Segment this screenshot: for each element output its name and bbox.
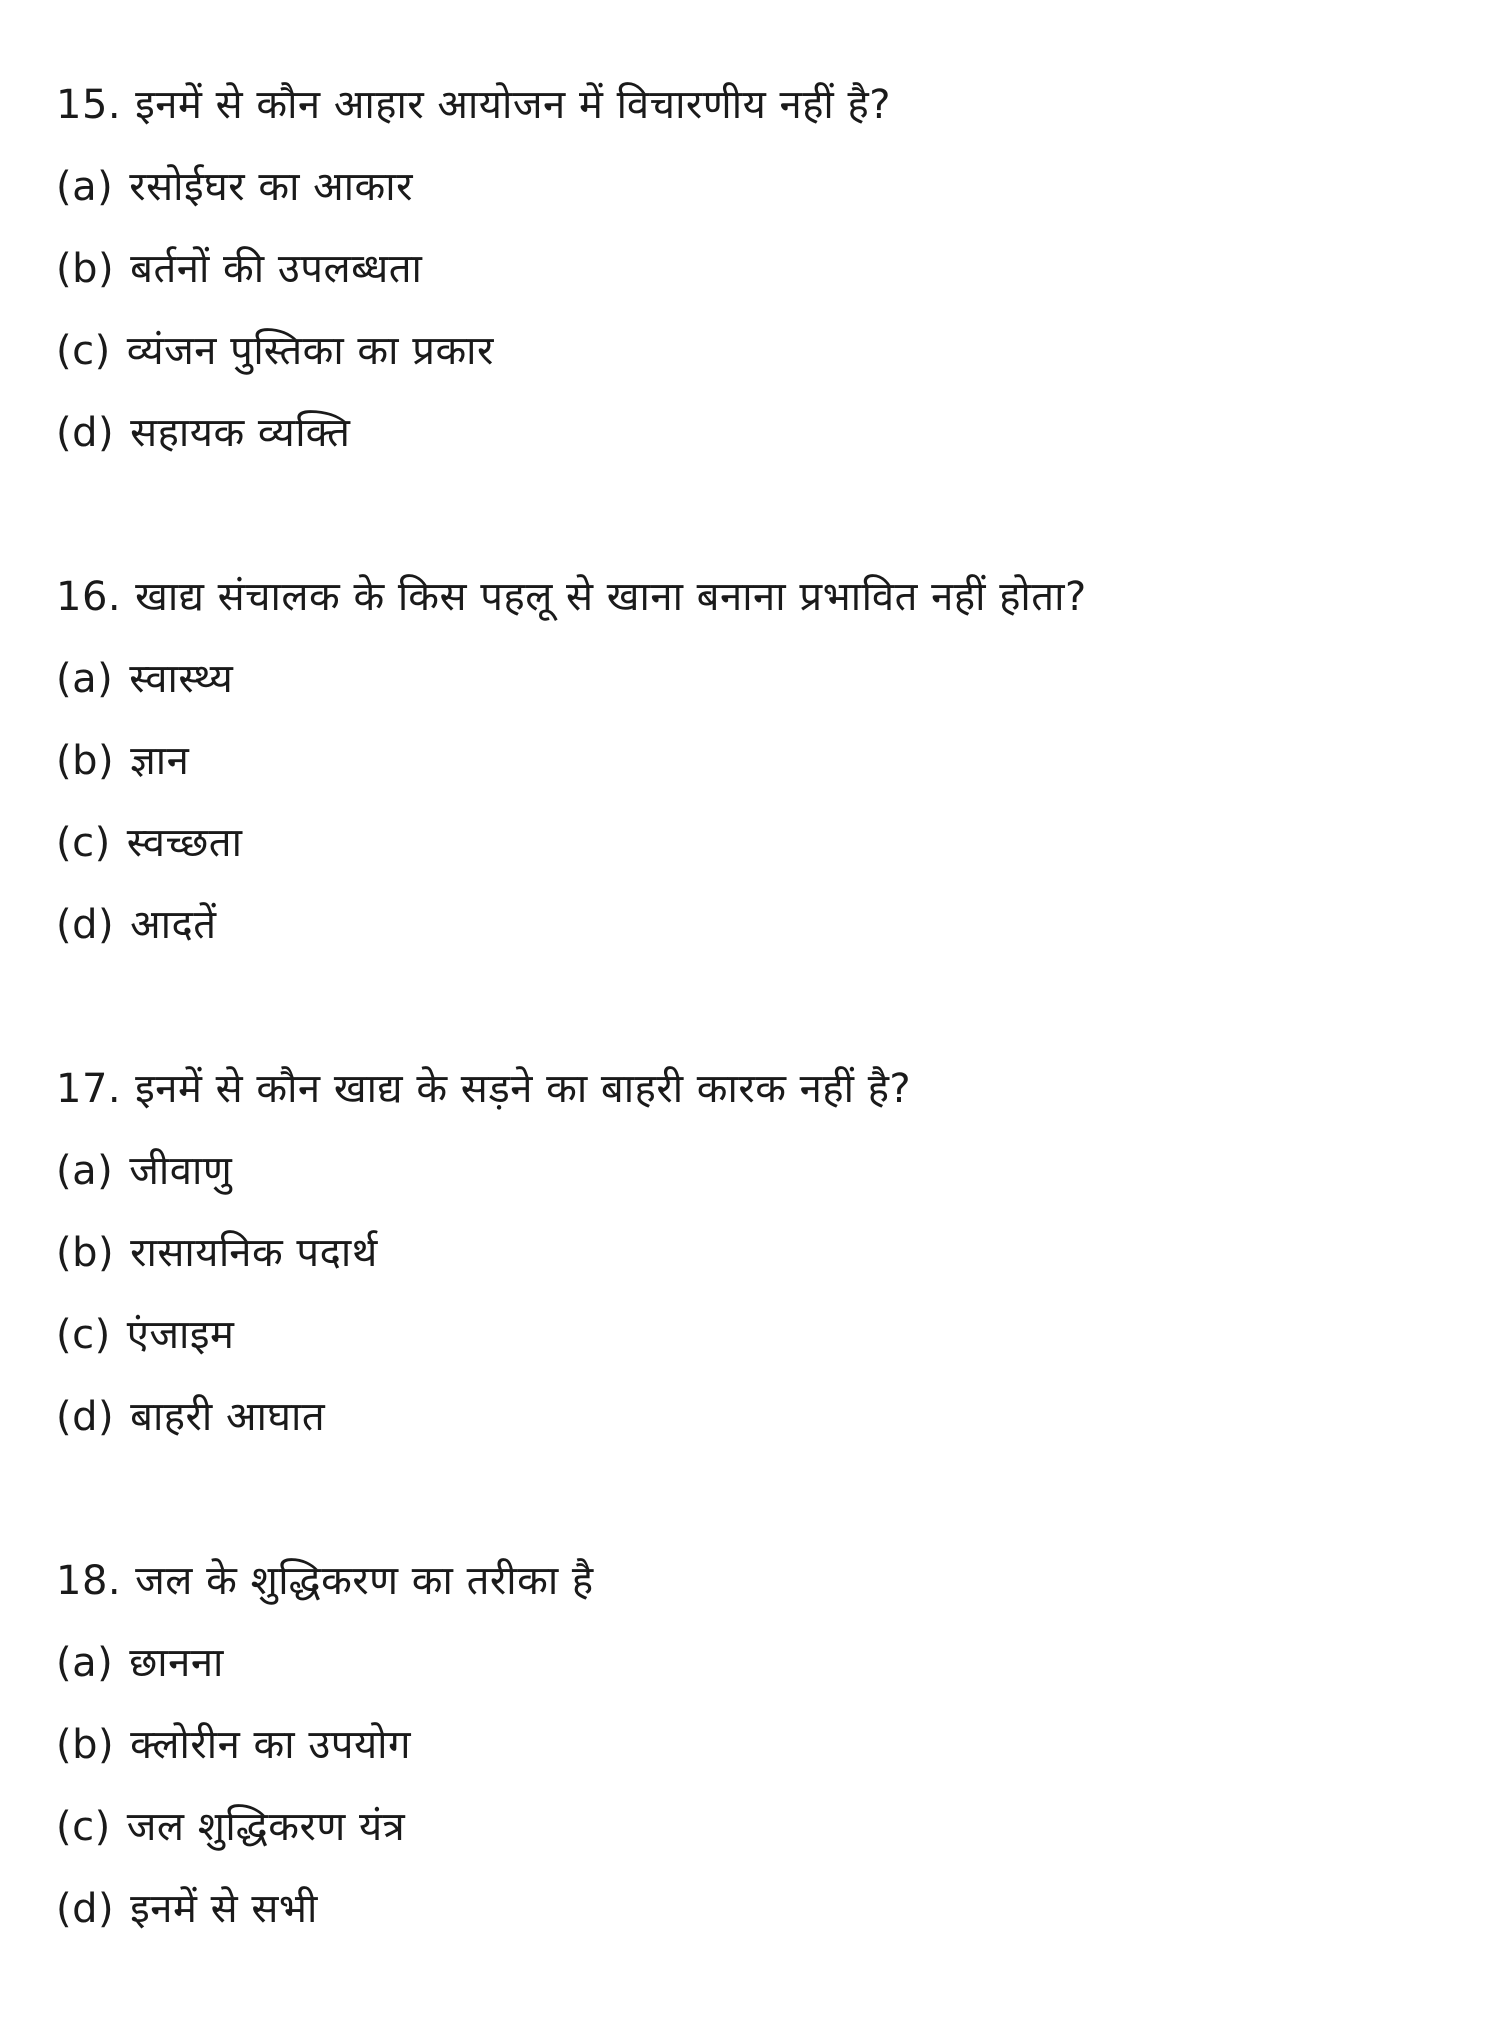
option-letter: (b) <box>56 246 115 292</box>
option-letter: (b) <box>56 1722 115 1768</box>
option-text: इनमें से सभी <box>130 1886 318 1932</box>
option-c <box>56 1786 1456 1868</box>
option-c <box>56 802 1456 884</box>
option-a <box>56 1622 1456 1704</box>
option-letter: (a) <box>56 164 114 210</box>
option-text: जीवाणु <box>129 1148 233 1194</box>
option-text: व्यंजन पुस्तिका का प्रकार <box>126 328 494 374</box>
option-a <box>56 1130 1456 1212</box>
option-text: सहायक व्यक्ति <box>130 410 351 456</box>
option-d <box>56 884 1456 966</box>
question-15 <box>56 64 1456 474</box>
option-d <box>56 392 1456 474</box>
option-c <box>56 310 1456 392</box>
question-text: जल के शुद्धिकरण का तरीका है <box>135 1558 594 1604</box>
question-text-line <box>56 64 1456 146</box>
question-number: 18. <box>56 1558 122 1604</box>
option-letter: (c) <box>56 1312 111 1358</box>
option-text: जल शुद्धिकरण यंत्र <box>126 1804 406 1850</box>
question-text: इनमें से कौन आहार आयोजन में विचारणीय नहीं है? <box>135 82 891 128</box>
option-letter: (c) <box>56 328 111 374</box>
question-17 <box>56 1048 1456 1458</box>
question-number: 16. <box>56 574 122 620</box>
option-text: क्लोरीन का उपयोग <box>130 1722 412 1768</box>
option-b <box>56 228 1456 310</box>
option-letter: (d) <box>56 1886 115 1932</box>
question-number: 15. <box>56 82 122 128</box>
option-b <box>56 720 1456 802</box>
question-text: इनमें से कौन खाद्य के सड़ने का बाहरी कारक नहीं है? <box>135 1066 912 1112</box>
option-text: आदतें <box>130 902 217 948</box>
question-18 <box>56 1540 1456 1950</box>
option-letter: (b) <box>56 1230 115 1276</box>
option-letter: (d) <box>56 1394 115 1440</box>
option-a <box>56 638 1456 720</box>
option-letter: (a) <box>56 1148 114 1194</box>
option-d <box>56 1376 1456 1458</box>
option-letter: (d) <box>56 410 115 456</box>
option-text: रासायनिक पदार्थ <box>130 1230 378 1276</box>
option-b <box>56 1704 1456 1786</box>
option-text: एंजाइम <box>126 1312 235 1358</box>
option-b <box>56 1212 1456 1294</box>
option-letter: (a) <box>56 1640 114 1686</box>
option-text: ज्ञान <box>130 738 190 784</box>
option-letter: (b) <box>56 738 115 784</box>
option-text: बर्तनों की उपलब्धता <box>130 246 423 292</box>
question-16 <box>56 556 1456 966</box>
option-c <box>56 1294 1456 1376</box>
question-text-line <box>56 1048 1456 1130</box>
option-a <box>56 146 1456 228</box>
option-text: स्वच्छता <box>126 820 243 866</box>
option-text: रसोईघर का आकार <box>129 164 413 210</box>
option-text: छानना <box>129 1640 224 1686</box>
option-letter: (c) <box>56 1804 111 1850</box>
question-number: 17. <box>56 1066 122 1112</box>
option-letter: (a) <box>56 656 114 702</box>
option-letter: (d) <box>56 902 115 948</box>
question-text-line <box>56 1540 1456 1622</box>
option-text: स्वास्थ्य <box>129 656 234 702</box>
option-letter: (c) <box>56 820 111 866</box>
question-text-line <box>56 556 1456 638</box>
option-d <box>56 1868 1456 1950</box>
option-text: बाहरी आघात <box>130 1394 326 1440</box>
question-text: खाद्य संचालक के किस पहलू से खाना बनाना प्रभावित नहीं होता? <box>135 574 1087 620</box>
